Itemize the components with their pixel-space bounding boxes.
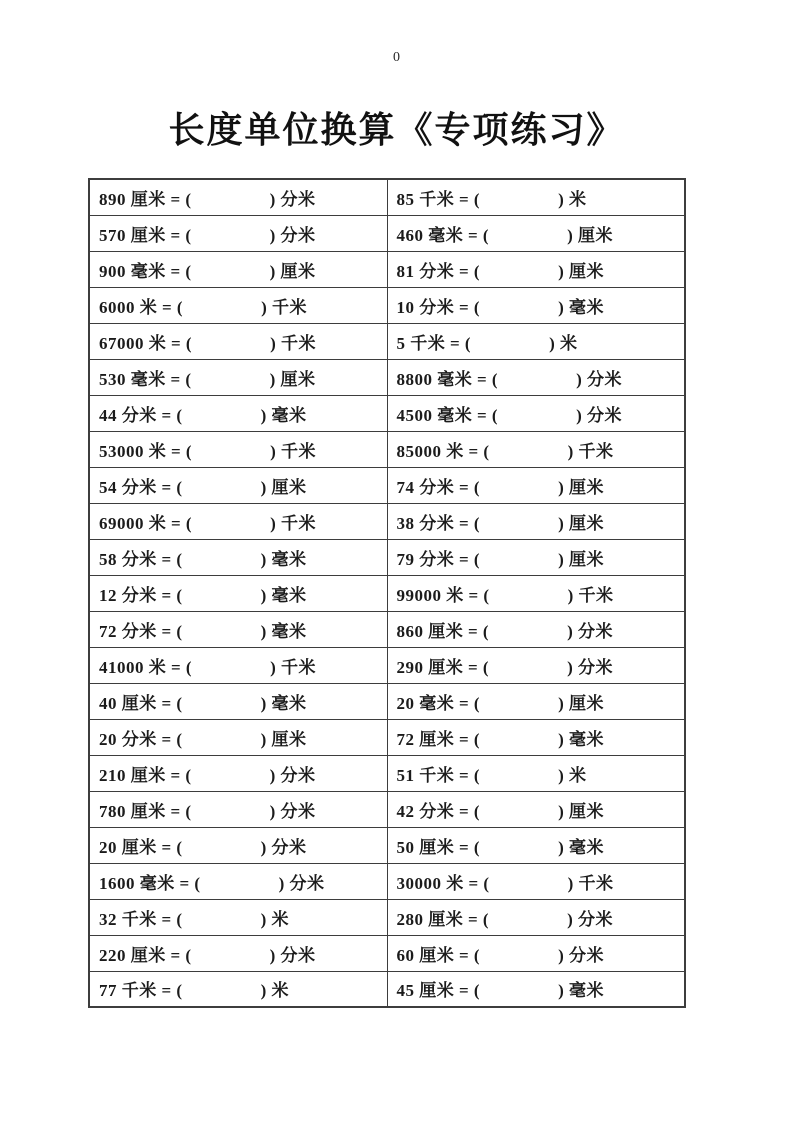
page-number: 0 [393, 50, 400, 65]
problem-text [397, 365, 681, 390]
problem-question: 780 厘米 = ( [99, 801, 192, 821]
problem-question: 72 厘米 = ( [396, 729, 481, 749]
problem-text [99, 833, 383, 858]
table-row [89, 431, 685, 467]
problem-question: 58 分米 = ( [99, 549, 183, 569]
problem-cell [387, 719, 685, 755]
problem-question: 67000 米 = ( [99, 333, 193, 353]
answer-unit: ) 毫米 [260, 693, 307, 713]
problem-text [397, 545, 681, 570]
problem-question: 6000 米 = ( [99, 297, 184, 317]
problem-cell [89, 971, 387, 1007]
problem-question: 38 分米 = ( [396, 513, 481, 533]
problem-cell [89, 395, 387, 431]
problem-question: 99000 米 = ( [396, 585, 490, 605]
answer-unit: ) 米 [260, 909, 290, 929]
answer-unit: ) 分米 [269, 945, 316, 965]
answer-unit: ) 米 [260, 981, 290, 1001]
answer-unit: ) 厘米 [558, 801, 605, 821]
table-row [89, 215, 685, 251]
problem-question: 280 厘米 = ( [396, 909, 490, 929]
answer-unit: ) 分米 [567, 657, 614, 677]
problem-cell [387, 503, 685, 539]
problem-cell [387, 539, 685, 575]
problem-cell [89, 719, 387, 755]
table-row [89, 935, 685, 971]
problem-question: 4500 毫米 = ( [396, 405, 499, 425]
answer-unit: ) 千米 [261, 297, 308, 317]
problems-table [88, 178, 686, 1008]
problem-question: 54 分米 = ( [99, 477, 183, 497]
problem-text [99, 545, 383, 570]
problem-question: 890 厘米 = ( [99, 189, 192, 209]
problem-question: 860 厘米 = ( [396, 621, 490, 641]
page-title: 长度单位换算《专项练习》 [168, 110, 625, 150]
problems-body [89, 179, 685, 1007]
problem-question: 77 千米 = ( [99, 981, 183, 1001]
problem-text [99, 761, 383, 786]
problem-text [397, 437, 681, 462]
problem-question: 60 厘米 = ( [396, 945, 481, 965]
table-row [89, 395, 685, 431]
problem-text [99, 725, 383, 750]
problem-text [99, 329, 383, 354]
table-row [89, 827, 685, 863]
answer-unit: ) 厘米 [558, 513, 605, 533]
problem-cell [89, 287, 387, 323]
problem-text [99, 509, 383, 534]
problem-text [99, 797, 383, 822]
problem-text [99, 221, 383, 246]
problem-question: 85000 米 = ( [396, 441, 490, 461]
problem-text [99, 905, 383, 930]
problem-cell [387, 179, 685, 215]
problem-question: 5 千米 = ( [396, 333, 472, 353]
problem-text [397, 905, 681, 930]
problem-question: 85 千米 = ( [396, 189, 481, 209]
problem-cell [89, 575, 387, 611]
table-row [89, 791, 685, 827]
answer-unit: ) 千米 [567, 441, 614, 461]
problem-question: 45 厘米 = ( [396, 981, 481, 1001]
table-row [89, 611, 685, 647]
table-row [89, 683, 685, 719]
problem-text [99, 473, 383, 498]
answer-unit: ) 厘米 [269, 261, 316, 281]
problem-question: 20 毫米 = ( [396, 693, 481, 713]
table-row [89, 899, 685, 935]
answer-unit: ) 分米 [269, 189, 316, 209]
problem-question: 30000 米 = ( [396, 873, 490, 893]
problem-question: 74 分米 = ( [396, 477, 481, 497]
table-row [89, 323, 685, 359]
answer-unit: ) 千米 [567, 873, 614, 893]
table-row [89, 179, 685, 215]
problem-text [99, 185, 383, 210]
problem-text [99, 401, 383, 426]
table-row [89, 359, 685, 395]
problem-cell [89, 791, 387, 827]
answer-unit: ) 千米 [567, 585, 614, 605]
table-row [89, 863, 685, 899]
answer-unit: ) 厘米 [558, 549, 605, 569]
table-row [89, 539, 685, 575]
answer-unit: ) 分米 [269, 801, 316, 821]
problem-text [99, 437, 383, 462]
problem-cell [89, 467, 387, 503]
problem-cell [89, 431, 387, 467]
answer-unit: ) 毫米 [558, 729, 605, 749]
problem-cell [387, 287, 685, 323]
problem-text [397, 797, 681, 822]
problem-question: 32 千米 = ( [99, 909, 183, 929]
table-row [89, 575, 685, 611]
answer-unit: ) 分米 [567, 621, 614, 641]
problem-text [99, 941, 383, 966]
problem-question: 530 毫米 = ( [99, 369, 192, 389]
table-row [89, 503, 685, 539]
answer-unit: ) 厘米 [269, 369, 316, 389]
problem-cell [89, 683, 387, 719]
problem-text [99, 293, 383, 318]
problem-cell [89, 503, 387, 539]
table-row [89, 251, 685, 287]
problem-cell [387, 683, 685, 719]
problem-question: 290 厘米 = ( [396, 657, 490, 677]
problem-text [397, 653, 681, 678]
problem-question: 72 分米 = ( [99, 621, 183, 641]
answer-unit: ) 千米 [270, 441, 317, 461]
answer-unit: ) 分米 [269, 765, 316, 785]
problem-question: 41000 米 = ( [99, 657, 193, 677]
problem-question: 40 厘米 = ( [99, 693, 183, 713]
problem-text [397, 617, 681, 642]
answer-unit: ) 分米 [269, 225, 316, 245]
problem-text [397, 869, 681, 894]
problem-cell [387, 863, 685, 899]
problem-text [99, 617, 383, 642]
answer-unit: ) 分米 [260, 837, 307, 857]
problem-text [397, 833, 681, 858]
problem-question: 220 厘米 = ( [99, 945, 192, 965]
problem-cell [387, 935, 685, 971]
answer-unit: ) 厘米 [260, 729, 307, 749]
problem-text [397, 581, 681, 606]
answer-unit: ) 毫米 [558, 297, 605, 317]
answer-unit: ) 厘米 [558, 693, 605, 713]
table-row [89, 755, 685, 791]
answer-unit: ) 千米 [270, 333, 317, 353]
problem-cell [89, 539, 387, 575]
problem-text [397, 509, 681, 534]
answer-unit: ) 厘米 [558, 477, 605, 497]
problem-text [397, 976, 681, 1001]
problem-cell [387, 467, 685, 503]
problem-text [99, 365, 383, 390]
answer-unit: ) 分米 [576, 369, 623, 389]
problem-cell [89, 215, 387, 251]
problem-question: 79 分米 = ( [396, 549, 481, 569]
problem-text [397, 293, 681, 318]
table-row [89, 647, 685, 683]
problem-question: 51 千米 = ( [396, 765, 481, 785]
problem-text [397, 473, 681, 498]
problem-cell [89, 755, 387, 791]
answer-unit: ) 分米 [278, 873, 325, 893]
problem-text [397, 185, 681, 210]
problem-text [397, 221, 681, 246]
problem-cell [89, 251, 387, 287]
problem-cell [387, 431, 685, 467]
table-row [89, 719, 685, 755]
problem-question: 44 分米 = ( [99, 405, 183, 425]
problem-cell [387, 251, 685, 287]
problem-question: 210 厘米 = ( [99, 765, 192, 785]
problem-cell [387, 395, 685, 431]
problem-text [99, 689, 383, 714]
problem-question: 42 分米 = ( [396, 801, 481, 821]
problem-cell [387, 827, 685, 863]
answer-unit: ) 米 [558, 765, 587, 785]
problem-cell [89, 863, 387, 899]
problem-question: 69000 米 = ( [99, 513, 193, 533]
problem-text [397, 761, 681, 786]
problem-text [99, 581, 383, 606]
problem-text [397, 257, 681, 282]
problem-cell [387, 323, 685, 359]
answer-unit: ) 毫米 [260, 405, 307, 425]
problem-cell [387, 755, 685, 791]
problem-question: 20 分米 = ( [99, 729, 183, 749]
problem-question: 20 厘米 = ( [99, 837, 183, 857]
answer-unit: ) 千米 [270, 513, 317, 533]
problem-text [397, 689, 681, 714]
problem-question: 460 毫米 = ( [396, 225, 490, 245]
problem-question: 10 分米 = ( [396, 297, 481, 317]
problem-cell [89, 647, 387, 683]
problem-cell [89, 359, 387, 395]
problem-text [99, 976, 383, 1001]
problem-cell [387, 575, 685, 611]
problem-text [99, 869, 383, 894]
problem-question: 53000 米 = ( [99, 441, 193, 461]
answer-unit: ) 千米 [270, 657, 317, 677]
answer-unit: ) 分米 [576, 405, 623, 425]
problem-text [397, 725, 681, 750]
answer-unit: ) 厘米 [558, 261, 605, 281]
problem-question: 12 分米 = ( [99, 585, 183, 605]
answer-unit: ) 毫米 [260, 549, 307, 569]
answer-unit: ) 毫米 [260, 621, 307, 641]
problem-question: 570 厘米 = ( [99, 225, 192, 245]
table-row [89, 971, 685, 1007]
answer-unit: ) 厘米 [260, 477, 307, 497]
problem-text [99, 257, 383, 282]
problem-text [397, 401, 681, 426]
problem-cell [89, 899, 387, 935]
problem-question: 8800 毫米 = ( [396, 369, 499, 389]
problem-cell [89, 935, 387, 971]
problem-cell [387, 899, 685, 935]
problem-cell [387, 611, 685, 647]
problem-cell [89, 827, 387, 863]
answer-unit: ) 分米 [558, 945, 605, 965]
answer-unit: ) 毫米 [558, 981, 605, 1001]
problem-cell [89, 179, 387, 215]
answer-unit: ) 米 [558, 189, 587, 209]
problem-cell [89, 323, 387, 359]
table-row [89, 287, 685, 323]
answer-unit: ) 厘米 [567, 225, 614, 245]
table-row [89, 467, 685, 503]
answer-unit: ) 毫米 [260, 585, 307, 605]
problem-question: 900 毫米 = ( [99, 261, 192, 281]
answer-unit: ) 米 [549, 333, 578, 353]
answer-unit: ) 毫米 [558, 837, 605, 857]
problem-text [397, 941, 681, 966]
problem-cell [387, 215, 685, 251]
problem-text [397, 329, 681, 354]
problem-cell [387, 791, 685, 827]
problem-cell [387, 359, 685, 395]
problem-text [99, 653, 383, 678]
problem-question: 50 厘米 = ( [396, 837, 481, 857]
problem-question: 81 分米 = ( [396, 261, 481, 281]
problem-cell [387, 647, 685, 683]
problem-cell [387, 971, 685, 1007]
answer-unit: ) 分米 [567, 909, 614, 929]
problem-question: 1600 毫米 = ( [99, 873, 201, 893]
problem-cell [89, 611, 387, 647]
